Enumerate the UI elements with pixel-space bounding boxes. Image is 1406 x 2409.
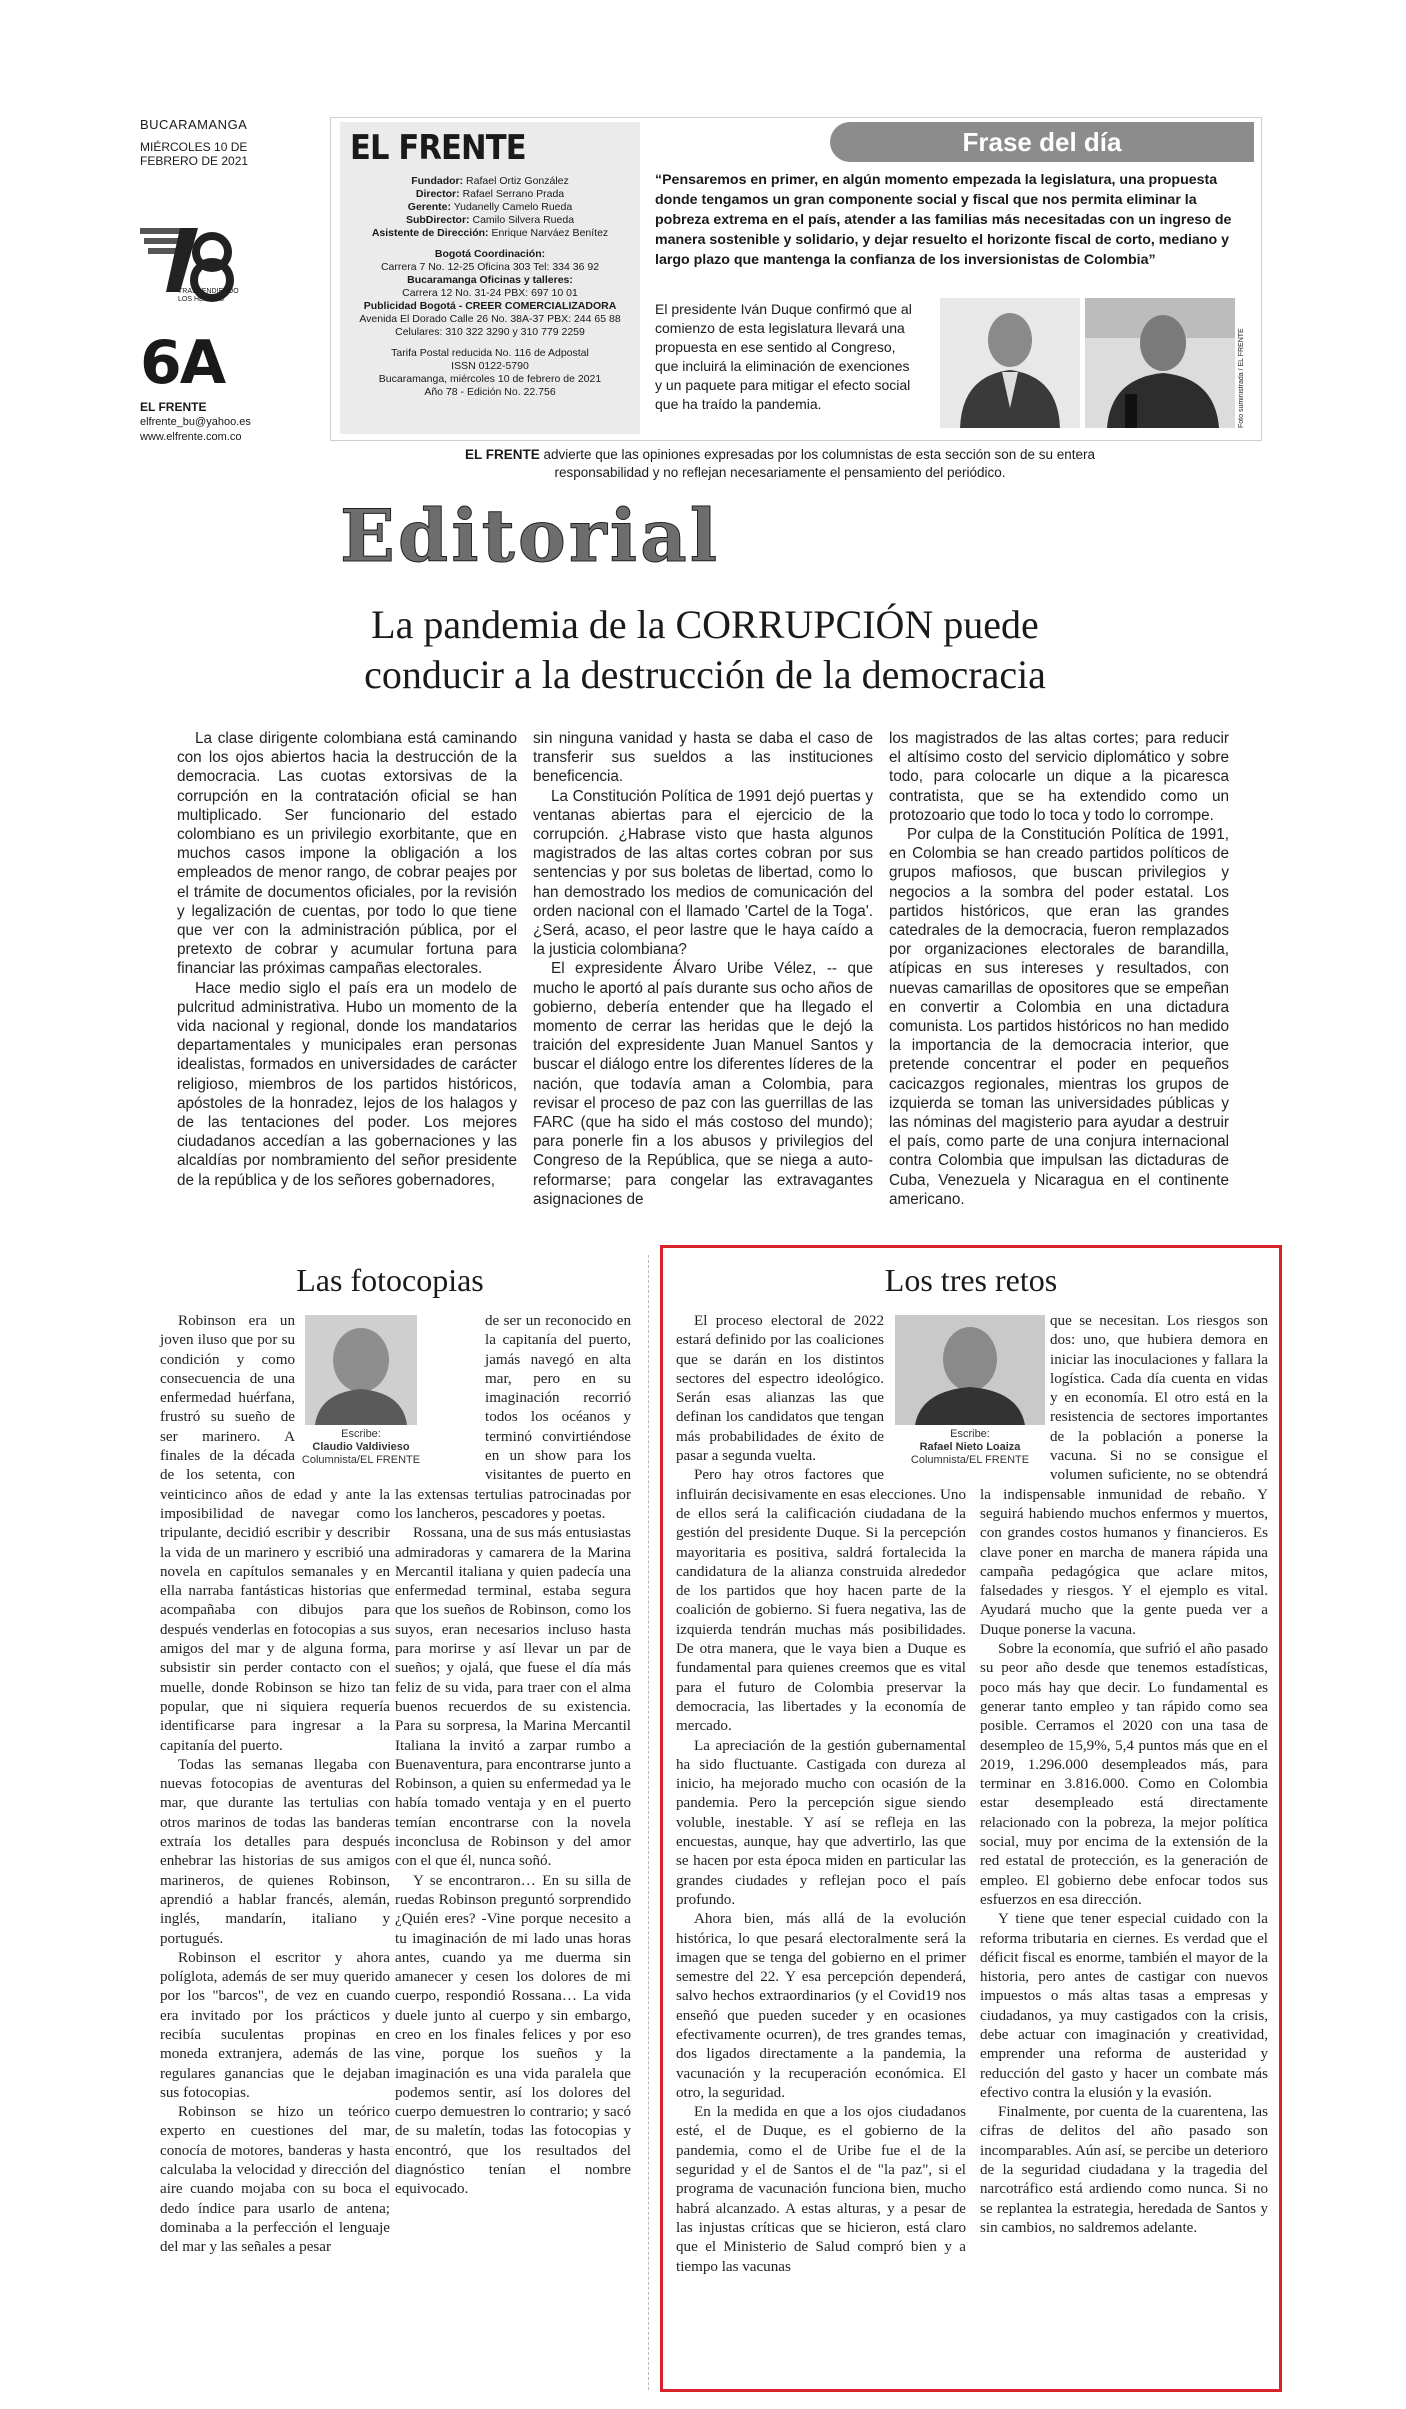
fotocopias-title: Las fotocopias <box>296 1262 484 1298</box>
office-line: Bogotá Coordinación: <box>434 248 546 260</box>
column-divider <box>648 1255 649 2390</box>
paragraph: que se necesitan. Los riesgos son dos: uno, que hubiera demora en iniciar las inoculaciones y fallara la logística. Cada día cuenta en vidas y en economía. El otro está en la resistencia de sectores importantes de la población a ponerse la vacuna. Si no se consigue el volumen suficiente, no se obtendrá la indispensable inmunidad de rebaño. Y seguirá habiendo muchos enfermos y muertos, con grandes costos humanos y financieros. Es clave poner en marcha de manera rápida una campaña pedagógica que aclare mitos, falsedades y riesgos. Y el ejemplo es vital. Ayudará mucho que la gente pueda ver a Duque ponerse la vacuna. <box>980 1313 1268 1638</box>
author-caption-valdivieso: Escribe: Claudio Valdivieso Columnista/EL FRENTE <box>301 1428 421 1466</box>
paragraph: La clase dirigente colombiana está caminando con los ojos abiertos hacia la destrucción de la democracia. Las cuotas extorsivas de la corrupción en la contratación oficial se han multiplicado. Ser funcionario del estado colombiano es un privilegio exorbitante, que en muchos casos impone la obligación a los empleados de menor rango, de cobrar peajes por el trámite de documentos oficiales, por la revisión y legalización de cuentas, por todo lo que tiene que ver con la administración pública, por el pretexto de cobrar y acumular fortuna para financiar las próximas campañas electorales. <box>177 730 517 978</box>
paragraph: Todas las semanas llegaba con nuevas fotocopias de aventuras del mar, que durante las tertulias con otros marinos de todas las banderas extraía los detalles para después enhebrar las historias de sus amigos marineros, de quienes Robinson, aprendió a hablar francés, alemán, inglés, mandarín, italiano y portugués. <box>160 1756 390 1947</box>
photo-official-icon <box>940 298 1080 428</box>
credit-line: Director: Rafael Serrano Prada <box>415 188 565 200</box>
paragraph: Ahora bien, más allá de la evolución histórica, lo que pesará electoralmente será la imagen que se tenga del gobierno en el primer semestre del 22. Y esa percepción dependerá, salvo hechos extraordinarios (y el Covid19 nos enseñó que pueden suceder y en ocasiones efectivamente ocurren), de tres grandes temas, dos ligados directamente a la pandemia, la vacunación y la recuperación económica. El otro, la seguridad. <box>676 1911 966 2101</box>
disclaimer: EL FRENTE advierte que las opiniones expresadas por los columnistas de esta sección son de su entera responsabilidad y no reflejan necesariamente el pensamiento del periódico. <box>464 447 1096 480</box>
logo-caption: TRASCENDIENDO LOS HECHOS <box>178 288 239 303</box>
photo-president-icon <box>1085 298 1235 428</box>
editorial-headline: La pandemia de la CORRUPCIÓN puede conducir a la destrucción de la democracia <box>364 602 1046 697</box>
frase-banner: Frase del día <box>830 122 1254 162</box>
author-caption-nieto: Escribe: Rafael Nieto Loaiza Columnista/EL FRENTE <box>910 1428 1030 1466</box>
office-line: Bucaramanga Oficinas y talleres: <box>407 274 573 286</box>
contact-email[interactable]: elfrente_bu@yahoo.es <box>140 416 251 428</box>
paragraph: Y se encontraron… En su silla de ruedas Robinson preguntó sorprendido ¿Quién eres? -Vine porque necesito a tu imaginación de mi lado unas horas antes, cuando ya me duerma sin amanecer y cesen los dolores de mi cuerpo, respondió Rossana… La vida duele junto al cuerpo y sin embargo, creo en los finales felices y por eso vine, porque los sueños y la imaginación es una vida paralela que podemos sentir, así los dolores del cuerpo demuestren lo contrario; y sacó de su maletín, todas las fotocopias y encontró, que los resultados del diagnóstico tenían el nombre equivocado. <box>395 1872 631 2198</box>
postal-line: Tarifa Postal reducida No. 116 de Adpostal <box>391 347 589 359</box>
section-title: Editorial <box>340 493 721 578</box>
frase-quote: “Pensaremos en primer, en algún momento empezada la legislatura, una propuesta donde tengamos un gran componente social y fiscal que nos permita eliminar la pobreza extrema en el país, atender a las familias más necesitadas con un ingreso de manera sostenible y solidario, y dejar resuelto el horizonte fiscal de corto, mediano y largo plazo que mantenga la confianza de los inversionistas de Colombia” <box>655 172 1232 268</box>
paragraph: Robinson era un joven iluso que por su condición y como consecuencia de una enfermedad huérfana, frustró su sueño de ser marinero. A finales de la década de los setenta, con veinticinco años de edad y ante la imposibilidad de navegar como tripulante, decidió escribir y describir la vida de un marinero y escribió una novela en capítulos semanales y en ella narraba fantásticas historias que acompañaba con dibujos para después venderlas en fotocopias a sus amigos del mar y de alguna forma, subsistir sin perder contacto con el muelle, donde Robinson se hizo tan popular, que ni siquiera requería identificarse para ingresar a la capitanía del puerto. <box>160 1313 390 1754</box>
paragraph: Finalmente, por cuenta de la cuarentena, las cifras de delitos del año pasado son incomparables. Aún así, se percibe un deterioro de la seguridad ciudadana y la tragedia del narcotráfico está ardiendo como nunca. Si no se replantea la estrategia, heredada de Santos y sin cambios, no saldremos adelante. <box>980 2104 1268 2236</box>
credit-line: Fundador: Rafael Ortiz González <box>411 175 569 187</box>
paragraph: El proceso electoral de 2022 estará definido por las coaliciones que se darán en los distintos sectores del espectro ideológico. Serán esas alianzas las que definan los candidatos que tengan más probabilidades de éxito de pasar a segunda vuelta. <box>676 1313 884 1465</box>
paragraph: Pero hay otros factores que influirán decisivamente en esas elecciones. Uno de ellos será la calificación ciudadana de la gestión del presidente Duque. Si la percepción mayoritaria es positiva, saldrá fortalecida la candidatura de la alianza construida alrededor de los partidos que hoy hacen parte de la coalición de gobierno. Si fuera negativa, las de izquierda tendrán muchas más posibilidades. De otra manera, que le vaya bien a Duque es fundamental para quienes creemos que es vital para el futuro de Colombia preservar la democracia, las libertades y la economía de mercado. <box>676 1467 966 1735</box>
paragraph: Rossana, una de sus más entusiastas admiradoras y camarera de la Marina Mercantil italiana y quien padecía una enfermedad terminal, estaba segura que los sueños de Robinson, como los suyos, eran necesarios incluso hasta para morirse y así llevar un par de sueños; y ojalá, que fuese el día más feliz de su vida, para traer con el alma buenos recuerdos de su existencia. Para su sorpresa, la Marina Mercantil Italiana la invitó a zarpar rumbo a Buenaventura, para encontrarse junto a Robinson, a quien su enfermedad ya le había tomado ventaja y en el puerto temían encontrarse con la novela inconclusa de Robinson y del amor con el que él, nunca soñó. <box>395 1525 631 1870</box>
paragraph: los magistrados de las altas cortes; para reducir el altísimo costo del servicio diplomático y sobre todo, para colocarle un dique a la picaresca contratista, que se ha extendido como un protozoario que todo lo toca y todo lo corrompe. <box>889 730 1229 824</box>
office-line: Celulares: 310 322 3290 y 310 779 2259 <box>395 326 585 338</box>
office-line: Carrera 12 No. 31-24 PBX: 697 10 01 <box>402 287 578 299</box>
editorial-column-1 <box>177 729 517 1190</box>
paragraph: La Constitución Política de 1991 dejó puertas y ventanas abiertas para el ejercicio de la corrupción. ¿Habrase visto que hasta algunos magistrados de las altas cortes cobran por sus sentencias y por sus boletas de libertad, como lo han demostrado los medios de comunicación del orden nacional con el llamado 'Cartel de la Toga'. ¿Será, acaso, el peor lastre que le haya caído a la justicia colombiana? <box>533 787 873 959</box>
paragraph: El expresidente Álvaro Uribe Vélez, -- que mucho le aportó al país durante sus ocho años de gobierno, debería entender que ha llegado el momento de cerrar las heridas que le dejó la traición del expresidente Juan Manuel Santos y buscar el diálogo entre los diferentes líderes de la nación, que todavía aman a Colombia, para revisar el proceso de paz con las guerrillas de las FARC (que ha sido el más costoso del mundo); para ponerle fin a los abusos y privilegios del Congreso de la República, que se niega a auto-reformarse; para congelar las extravagantes asignaciones de <box>533 960 873 1208</box>
page-number: 6A <box>140 328 225 398</box>
fotocopias-column-2 <box>395 1312 631 2200</box>
office-line: Avenida El Dorado Calle 26 No. 38A-37 PBX: 244 65 88 <box>359 313 621 325</box>
paragraph: Sobre la economía, que sufrió el año pasado su peor año desde que tenemos estadísticas, poco más hay que decir. Lo fundamental es generar tanto empleo y tan rápido como sea posible. Cerramos el 2020 con una tasa de desempleo de 15,9%, 5,4 puntos más que en el 2019, 1.296.000 desempleados más, para terminar en 3.816.000. Como en Colombia estar desempleado está directamente relacionado con la pobreza, la mejor política social, muy por encima de la extensión de la red estatal de protección, es la generación de empleo. El gobierno debe enfocar todos sus esfuerzos en esa dirección. <box>980 1641 1268 1908</box>
postal-line: Año 78 - Edición No. 22.756 <box>424 386 556 398</box>
office-line: Publicidad Bogotá - CREER COMERCIALIZADORA <box>363 300 617 312</box>
retos-column-2 <box>980 1312 1268 2238</box>
office-line: Carrera 7 No. 12-25 Oficina 303 Tel: 334 36 92 <box>380 261 600 273</box>
editorial-column-3 <box>889 729 1229 1209</box>
city-label: BUCARAMANGA <box>140 117 248 132</box>
paper-name-small: EL FRENTE <box>140 400 207 414</box>
paragraph: de ser un reconocido en la capitanía del puerto, jamás navegó en alta mar, pero en su imaginación recorrió todos los océanos y terminó convirtiéndose en un show para los visitantes de puerto en las extensas tertulias patrocinadas por los lancheros, pescadores y poetas. <box>395 1313 631 1522</box>
credit-line: Asistente de Dirección: Enrique Narváez Benítez <box>371 227 609 239</box>
credit-line: Gerente: Yudanelly Camelo Rueda <box>407 201 573 213</box>
fotocopias-column-1 <box>160 1312 390 2258</box>
frase-body: El presidente Iván Duque confirmó que al comienzo de esta legislatura llevará una propuesta en ese sentido al Congreso, que incluirá la eliminación de exenciones y un paquete para mitigar el efecto social que ha traído la pandemia. <box>655 301 912 412</box>
date-line: MIÉRCOLES 10 DE FEBRERO DE 2021 <box>140 140 249 168</box>
paragraph: Por culpa de la Constitución Política de 1991, en Colombia se han creado partidos políticos de grupos mafiosos, que buscan privilegios y negocios a la sombra del poder estatal. Los partidos históricos, que eran las grandes catedrales de la democracia, fueron remplazados por organizaciones electorales de barandilla, atípicas en sus intereses y resultados, con nuevas camarillas de opositores que se empeñan en convertir a Colombia en una dictadura comunista. Los partidos históricos no han medido la importancia de la democracia interior, que pretende concentrar el poder en pequeños cacicazgos regionales, mientras los grupos de izquierda se toman las universidades públicas y las nóminas del magisterio para ayudar a destruir el país, como parte de una conjura internacional contra Colombia que impulsan las dictaduras de Cuba, Venezuela y Nicaragua en el continente americano. <box>889 826 1229 1208</box>
retos-title: Los tres retos <box>884 1262 1058 1298</box>
paragraph: Robinson se hizo un teórico experto en cuestiones del mar, conocía de motores, banderas y hasta calculaba la velocidad y dirección del aire cuando mojaba con su boca el dedo índice para usarlo de antena; dominaba a la perfección el lenguaje del mar y las señales a pesar <box>160 2104 390 2256</box>
retos-column-1 <box>676 1312 966 2277</box>
paragraph: La apreciación de la gestión gubernamental ha sido fluctuante. Castigada con dureza al inicio, ha mejorado mucho con ocasión de la pandemia. Pero la percepción sigue siendo voluble, inestable. Y así se refleja en las encuestas, aunque, hay que advertirlo, las que se hacen por esta época miden en particular las grandes ciudades y reflejan poco el país profundo. <box>676 1737 966 1908</box>
postal-line: ISSN 0122-5790 <box>451 360 529 372</box>
website-link[interactable]: www.elfrente.com.co <box>140 431 242 443</box>
masthead-title: EL FRENTE <box>350 128 526 168</box>
paragraph: Y tiene que tener especial cuidado con la reforma tributaria en ciernes. Es verdad que el déficit fiscal es enorme, también el mayor de la historia, pero antes de castigar con nuevos impuestos o más altas tasas a empresas y ciudadanos, ya muy castigados con la crisis, debe actuar con imaginación y creatividad, emprender una reforma de austeridad y reducción del gasto y hacer un combate más efectivo contra la elusión y la evasión. <box>980 1911 1268 2101</box>
photo-credit: Foto suministrada / EL FRENTE <box>1238 328 1245 428</box>
masthead-credits <box>350 175 630 399</box>
paragraph: Hace medio siglo el país era un modelo de pulcritud administrativa. Hubo un momento de la vida nacional y regional, donde los mandatarios departamentales y municipales eran personas idealistas, formados en universidades de carácter religioso, miembros de los partidos históricos, apóstoles de la honradez, lejos de los halagos y de las tentaciones del poder. Los mejores ciudadanos accedían a las gobernaciones y las alcaldías por nombramiento del señor presidente de la república y de los señores gobernadores, <box>177 979 517 1189</box>
credit-line: SubDirector: Camilo Silvera Rueda <box>405 214 575 226</box>
editorial-column-2 <box>533 729 873 1209</box>
paragraph: Robinson el escritor y ahora políglota, además de ser muy querido por los "barcos", de vez en cuando era invitado por los prácticos y recibía suculentas propinas en moneda extranjera, además de las regulares ganancias que le dejaban sus fotocopias. <box>160 1949 390 2101</box>
paragraph: sin ninguna vanidad y hasta se daba el caso de transferir sus sueldos a las instituciones beneficencia. <box>533 730 873 786</box>
paragraph: En la medida en que a los ojos ciudadanos esté, el de Duque, es el gobierno de la pandemia, como el de Uribe fue el de la seguridad y el de Santos el de "la paz", si el programa de vacunación funciona bien, mucho habrá alcanzado. A estas alturas, y a pesar de las injustas críticas que se hicieron, está claro que el Ministerio de Salud compró bien y a tiempo las vacunas <box>676 2104 966 2275</box>
postal-line: Bucaramanga, miércoles 10 de febrero de 2021 <box>378 373 602 385</box>
